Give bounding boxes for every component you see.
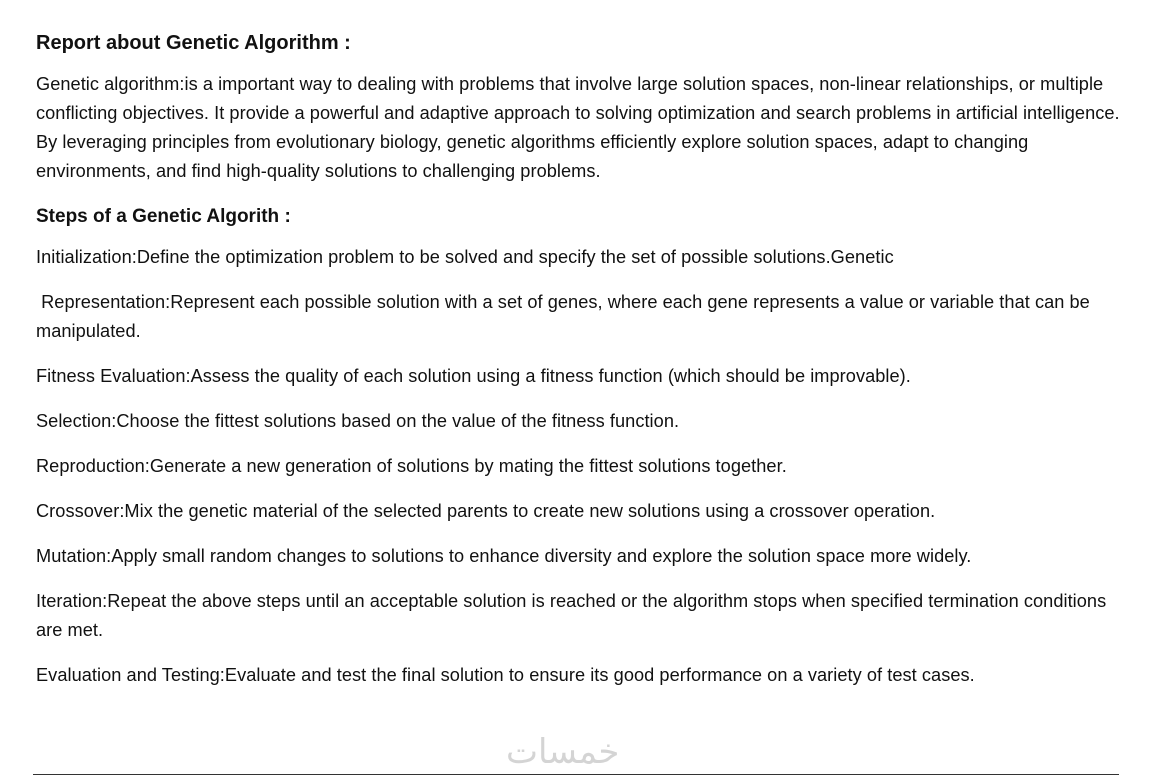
step-fitness-evaluation: Fitness Evaluation:Assess the quality of each solution using a fitness function (which should be improvable).	[36, 366, 911, 386]
step-initialization: Initialization:Define the optimization problem to be solved and specify the set of possible solutions.Genetic	[36, 247, 894, 267]
step-reproduction: Reproduction:Generate a new generation of solutions by mating the fittest solutions together.	[36, 456, 787, 476]
bottom-divider	[33, 774, 1119, 775]
step-representation: Representation:Represent each possible solution with a set of genes, where each gene represents a value or variable that can be manipulated.	[36, 292, 1095, 341]
step-mutation: Mutation:Apply small random changes to solutions to enhance diversity and explore the solution space more widely.	[36, 546, 972, 566]
document-page	[36, 28, 1120, 706]
step-iteration: Iteration:Repeat the above steps until an acceptable solution is reached or the algorithm stops when specified termination conditions are met.	[36, 591, 1107, 640]
step-evaluation-testing: Evaluation and Testing:Evaluate and test the final solution to ensure its good performance on a variety of test cases.	[36, 665, 975, 685]
step-crossover: Crossover:Mix the genetic material of the selected parents to create new solutions using a crossover operation.	[36, 501, 936, 521]
watermark-logo: خمسات	[506, 732, 620, 772]
intro-paragraph: Genetic algorithm:is a important way to dealing with problems that involve large solution spaces, non-linear relationships, or multiple conflicting objectives. It provide a powerful and adaptive approach to solving optimization and search problems in artificial intelligence. By leveraging principles from evolutionary biology, genetic algorithms efficiently explore solution spaces, adapt to changing environments, and find high-quality solutions to challenging problems.	[36, 74, 1120, 181]
report-title: Report about Genetic Algorithm :	[36, 32, 351, 54]
step-selection: Selection:Choose the fittest solutions based on the value of the fitness function.	[36, 411, 680, 431]
steps-heading: Steps of a Genetic Algorith :	[36, 206, 291, 227]
